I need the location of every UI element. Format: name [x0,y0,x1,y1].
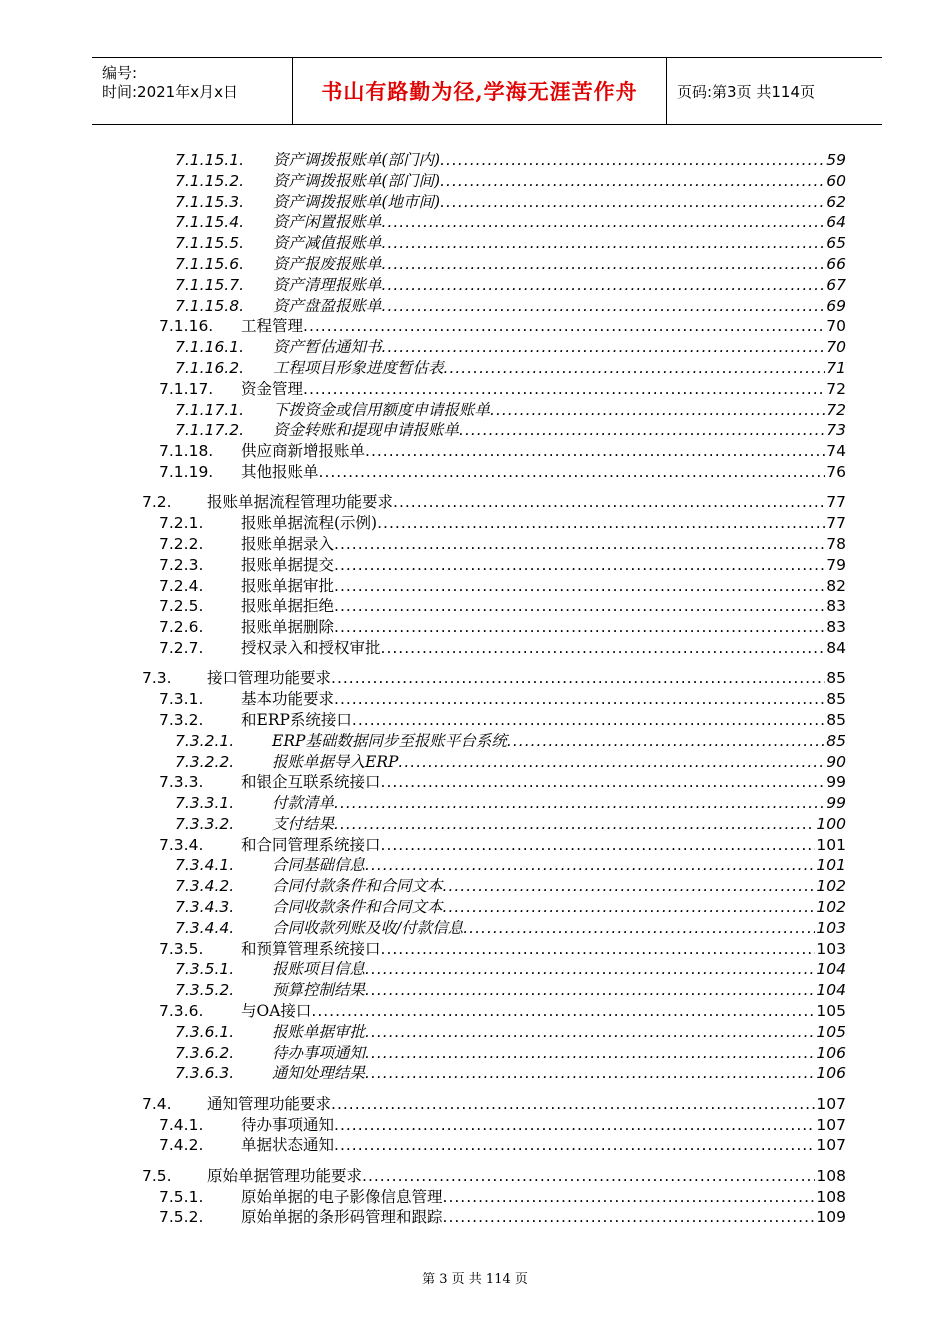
toc-entry-number: 7.2.2. [159,534,204,553]
toc-entry-title: 资产调拨报账单(部门间) [273,171,441,190]
toc-entry-number: 7.1.16.1. [175,338,245,357]
toc-entry[interactable] [142,460,846,481]
toc-dot-leader [393,493,825,511]
toc-entry-title: 资产减值报账单 [273,234,382,253]
toc-entry-title: 报账单据删除 [241,618,335,637]
toc-dot-leader [319,463,826,481]
toc-entry-title: 通知管理功能要求 [207,1094,332,1113]
toc-entry-title: 资产调拨报账单(部门内) [273,151,441,169]
toc-entry-page: 67 [826,275,846,294]
toc-entry-page: 108 [816,1166,846,1185]
toc-dot-leader [382,234,826,252]
toc-entry-title: 授权录入和授权审批 [241,638,381,657]
toc-entry[interactable] [142,356,846,377]
toc-entry-title: 报账单据审批 [241,576,335,595]
toc-entry-number: 7.1.15.7. [175,275,245,294]
toc-entry[interactable] [142,231,846,252]
toc-dot-leader [334,618,825,636]
toc-entry-title: 通知处理结果 [272,1064,366,1083]
toc-entry-number: 7.3.3.2. [175,814,235,833]
toc-entry[interactable] [142,377,846,398]
toc-entry-title: 资产报废报账单 [273,254,382,273]
toc-entry-page: 77 [826,493,846,512]
toc-entry-page: 76 [826,462,846,481]
toc-entry-title: 和ERP系统接口 [241,710,352,729]
toc-entry[interactable] [142,335,846,356]
toc-dot-leader [365,1064,815,1082]
header-number-label: 编号: [102,64,138,82]
toc-entry-page: 71 [826,358,846,377]
toc-entry-number: 7.2.4. [159,576,204,595]
toc-entry-title: 和银企互联系统接口 [241,773,381,792]
toc-dot-leader [490,401,825,419]
toc-entry[interactable] [142,1133,846,1154]
toc-entry-page: 65 [826,234,846,253]
toc-entry-number: 7.3.4.1. [175,856,235,875]
toc-entry[interactable] [142,148,846,169]
toc-entry-page: 70 [826,338,846,357]
page-header [92,57,882,125]
toc-entry[interactable] [142,294,846,315]
toc-dot-leader [362,1167,815,1185]
toc-entry[interactable] [142,574,846,595]
toc-entry-page: 84 [826,638,846,657]
toc-dot-leader [459,421,825,439]
toc-entry-title: 资产盘盈报账单 [273,296,382,315]
toc-entry-number: 7.1.17.1. [175,400,245,419]
toc-dot-leader [440,193,825,211]
toc-entry-title: 报账单据审批 [272,1022,366,1041]
toc-entry-page: 78 [826,534,846,553]
toc-entry-page: 107 [816,1115,846,1134]
toc-entry-page: 72 [826,400,846,419]
toc-entry-title: 供应商新增报账单 [241,442,366,461]
toc-entry-page: 106 [816,1064,846,1083]
toc-dot-leader [377,514,825,532]
toc-entry-title: 合同收款条件和合同文本 [272,898,443,917]
toc-entry-page: 107 [816,1136,846,1155]
toc-dot-leader [331,1095,815,1113]
toc-dot-leader [352,711,825,729]
toc-dot-leader [382,338,826,356]
toc-dot-leader [444,359,826,377]
toc-entry[interactable] [142,1041,846,1062]
toc-entry[interactable] [142,1205,846,1226]
toc-entry-page: 100 [816,814,846,833]
toc-entry-number: 7.3.4.3. [175,898,235,917]
toc-entry-page: 66 [826,254,846,273]
toc-entry[interactable] [142,729,846,750]
toc-dot-leader [365,1044,815,1062]
toc-entry-page: 102 [816,898,846,917]
toc-dot-leader [443,898,816,916]
toc-entry-title: 合同收款列账及收/付款信息 [272,918,464,937]
toc-entry-title: 和预算管理系统接口 [241,939,381,958]
toc-dot-leader [365,960,815,978]
header-motto-cell [293,58,667,124]
toc-entry-page: 104 [816,960,846,979]
header-page-info: 页码:第3页 共114页 [677,82,815,101]
toc-entry-title: 报账项目信息 [272,960,366,979]
toc-entry[interactable] [142,418,846,439]
toc-entry-title: 原始单据的电子影像信息管理 [241,1187,443,1206]
toc-entry-page: 101 [816,856,846,875]
toc-entry-title: 报账单据导入ERP [272,752,399,771]
toc-entry-number: 7.1.16. [159,317,214,336]
toc-entry[interactable] [142,1020,846,1041]
toc-entry[interactable] [142,511,846,532]
toc-entry-number: 7.3.3.1. [175,794,235,813]
toc-entry-number: 7.1.15.2. [175,171,245,190]
toc-entry-page: 106 [816,1043,846,1062]
toc-entry-number: 7.3.6. [159,1002,204,1021]
toc-entry-number: 7.3.6.2. [175,1043,235,1062]
toc-entry[interactable] [142,687,846,708]
toc-entry-title: 报账单据提交 [241,555,335,574]
toc-entry-page: 103 [816,918,846,937]
toc-entry[interactable] [142,1185,846,1206]
toc-dot-leader [463,919,815,937]
toc-entry-page: 99 [826,794,846,813]
toc-entry[interactable] [142,791,846,812]
toc-entry-page: 85 [826,690,846,709]
toc-entry-page: 85 [826,710,846,729]
toc-entry-number: 7.1.19. [159,462,214,481]
toc-entry[interactable] [142,1113,846,1134]
toc-entry[interactable] [142,874,846,895]
toc-entry-number: 7.3.2. [159,710,204,729]
toc-entry-title: 和合同管理系统接口 [241,835,381,854]
toc-dot-leader [311,1002,815,1020]
toc-entry[interactable] [142,750,846,771]
toc-entry-number: 7.1.15.4. [175,213,245,232]
toc-entry-title: 接口管理功能要求 [207,669,332,688]
toc-dot-leader [334,1116,815,1134]
toc-entry[interactable] [142,812,846,833]
toc-entry-page: 105 [816,1022,846,1041]
toc-dot-leader [334,1136,815,1154]
toc-entry-title: 下拨资金或信用额度申请报账单 [273,400,491,419]
toc-entry-page: 60 [826,171,846,190]
toc-entry-page: 109 [816,1208,846,1227]
toc-entry[interactable] [142,190,846,211]
toc-entry-page: 73 [826,421,846,440]
toc-entry-title: 资金转账和提现申请报账单 [273,421,460,440]
toc-entry-page: 69 [826,296,846,315]
toc-entry-number: 7.1.17.2. [175,421,245,440]
toc-entry-title: 资产清理报账单 [273,275,382,294]
toc-entry[interactable] [142,666,846,687]
header-page-info-cell [667,58,882,124]
toc-entry-page: 90 [826,752,846,771]
toc-entry[interactable] [142,169,846,190]
toc-dot-leader [381,836,816,854]
toc-entry-number: 7.1.15.1. [175,151,245,169]
toc-entry-number: 7.1.15.3. [175,192,245,211]
toc-entry[interactable] [142,398,846,419]
toc-entry-title: 合同基础信息 [272,856,366,875]
toc-entry-number: 7.2. [142,493,172,512]
toc-entry-number: 7.3.6.3. [175,1064,235,1083]
toc-dot-leader [334,690,825,708]
header-motto: 书山有路勤为径,学海无涯苦作舟 [321,79,638,104]
toc-dot-leader [334,535,825,553]
toc-entry-page: 62 [826,192,846,211]
toc-entry-number: 7.1.17. [159,379,214,398]
toc-entry-number: 7.2.7. [159,638,204,657]
toc-entry-title: 其他报账单 [241,462,319,481]
toc-dot-leader [440,151,825,169]
toc-entry-title: 原始单据的条形码管理和跟踪 [241,1208,443,1227]
toc-entry-page: 104 [816,981,846,1000]
toc-entry-page: 107 [816,1094,846,1113]
toc-dot-leader [334,815,815,833]
toc-dot-leader [507,732,825,750]
toc-entry[interactable] [142,210,846,231]
toc-entry-page: 77 [826,514,846,533]
toc-entry-page: 79 [826,555,846,574]
toc-entry-title: 工程项目形象进度暂估表 [273,358,444,377]
toc-entry-number: 7.3.4.2. [175,877,235,896]
toc-entry-number: 7.2.6. [159,618,204,637]
toc-dot-leader [382,276,826,294]
toc-entry-number: 7.1.16.2. [175,358,245,377]
toc-entry-title: 报账单据录入 [241,534,335,553]
toc-entry-number: 7.2.1. [159,514,204,533]
toc-entry[interactable] [142,1092,846,1113]
toc-entry-number: 7.3. [142,669,172,688]
toc-dot-leader [303,317,825,335]
toc-entry-title: 与OA接口 [241,1002,312,1021]
toc-entry-number: 7.1.18. [159,442,214,461]
toc-entry[interactable] [142,594,846,615]
header-meta [92,58,293,124]
toc-dot-leader [334,597,825,615]
toc-entry-title: 原始单据管理功能要求 [207,1166,363,1185]
toc-entry-title: 资产暂估通知书 [273,338,382,357]
toc-entry-number: 7.1.15.6. [175,254,245,273]
toc-entry[interactable] [142,853,846,874]
toc-dot-leader [398,753,825,771]
toc-entry-number: 7.3.5. [159,939,204,958]
toc-dot-leader [303,380,825,398]
toc-entry-title: 报账单据流程(示例) [241,514,378,533]
toc-entry-number: 7.5.1. [159,1187,204,1206]
toc-entry-title: 付款清单 [272,794,335,813]
toc-entry[interactable] [142,1061,846,1082]
toc-entry-page: 74 [826,442,846,461]
toc-entry-page: 59 [826,151,846,169]
toc-dot-leader [381,940,816,958]
toc-entry-title: 报账单据流程管理功能要求 [207,493,394,512]
page-footer [0,1268,950,1287]
toc-entry-number: 7.3.5.1. [175,960,235,979]
toc-dot-leader [331,669,825,687]
toc-entry[interactable] [142,553,846,574]
table-of-contents [142,148,846,1226]
toc-entry-page: 70 [826,317,846,336]
toc-dot-leader [334,794,825,812]
toc-dot-leader [365,1023,815,1041]
toc-dot-leader [365,981,815,999]
toc-entry-title: 单据状态通知 [241,1136,335,1155]
toc-dot-leader [334,577,825,595]
toc-entry[interactable] [142,615,846,636]
toc-entry-title: 合同付款条件和合同文本 [272,877,443,896]
toc-entry-number: 7.4.1. [159,1115,204,1134]
toc-entry[interactable] [142,978,846,999]
toc-entry-title: 资金管理 [241,379,304,398]
toc-entry-page: 72 [826,379,846,398]
toc-entry[interactable] [142,770,846,791]
toc-entry-number: 7.3.2.1. [175,731,235,750]
toc-entry-page: 85 [826,669,846,688]
toc-entry-number: 7.3.4. [159,835,204,854]
toc-entry-page: 103 [816,939,846,958]
toc-entry-number: 7.3.6.1. [175,1022,235,1041]
toc-entry-number: 7.3.1. [159,690,204,709]
toc-dot-leader [334,556,825,574]
toc-entry-number: 7.2.3. [159,555,204,574]
toc-entry-number: 7.4. [142,1094,172,1113]
toc-entry-title: 待办事项通知 [241,1115,335,1134]
toc-entry[interactable] [142,895,846,916]
toc-entry-page: 99 [826,773,846,792]
toc-entry-number: 7.4.2. [159,1136,204,1155]
toc-entry-page: 83 [826,597,846,616]
toc-dot-leader [443,1208,816,1226]
toc-entry-title: 工程管理 [241,317,304,336]
toc-entry-page: 101 [816,835,846,854]
toc-entry-title: ERP基础数据同步至报账平台系统 [272,731,507,750]
toc-entry[interactable] [142,490,846,511]
toc-dot-leader [443,1188,816,1206]
toc-dot-leader [443,877,816,895]
toc-entry-title: 基本功能要求 [241,690,335,709]
toc-entry-number: 7.3.3. [159,773,204,792]
toc-entry-title: 资产调拨报账单(地市间) [273,192,441,211]
toc-entry-page: 108 [816,1187,846,1206]
toc-entry-page: 64 [826,213,846,232]
toc-entry[interactable] [142,833,846,854]
toc-entry[interactable] [142,532,846,553]
toc-entry[interactable] [142,937,846,958]
toc-dot-leader [365,442,825,460]
toc-entry-page: 83 [826,618,846,637]
toc-entry-page: 85 [826,731,846,750]
toc-dot-leader [382,213,826,231]
toc-entry-number: 7.5. [142,1166,172,1185]
toc-dot-leader [440,172,825,190]
toc-dot-leader [381,773,826,791]
toc-dot-leader [382,297,826,315]
toc-entry[interactable] [142,314,846,335]
toc-entry-number: 7.5.2. [159,1208,204,1227]
toc-entry-page: 105 [816,1002,846,1021]
toc-entry-title: 资产闲置报账单 [273,213,382,232]
header-time-label: 时间:2021年x月x日 [102,83,238,101]
toc-entry[interactable] [142,273,846,294]
toc-entry-number: 7.3.5.2. [175,981,235,1000]
toc-entry-title: 支付结果 [272,814,335,833]
toc-entry[interactable] [142,708,846,729]
toc-entry-number: 7.1.15.8. [175,296,245,315]
toc-entry-number: 7.3.2.2. [175,752,235,771]
toc-entry[interactable] [142,916,846,937]
toc-entry[interactable] [142,252,846,273]
toc-entry[interactable] [142,1164,846,1185]
toc-entry-number: 7.1.15.5. [175,234,245,253]
toc-entry-page: 82 [826,576,846,595]
toc-dot-leader [381,639,826,657]
toc-entry-title: 报账单据拒绝 [241,597,335,616]
toc-entry-number: 7.2.5. [159,597,204,616]
toc-entry[interactable] [142,957,846,978]
footer-page-number: 第 3 页 共 114 页 [422,1272,528,1287]
toc-dot-leader [365,856,815,874]
toc-entry-title: 预算控制结果 [272,981,366,1000]
toc-entry-number: 7.3.4.4. [175,918,235,937]
toc-entry[interactable] [142,999,846,1020]
toc-dot-leader [382,255,826,273]
toc-entry[interactable] [142,636,846,657]
toc-entry[interactable] [142,439,846,460]
toc-entry-title: 待办事项通知 [272,1043,366,1062]
toc-entry-page: 102 [816,877,846,896]
